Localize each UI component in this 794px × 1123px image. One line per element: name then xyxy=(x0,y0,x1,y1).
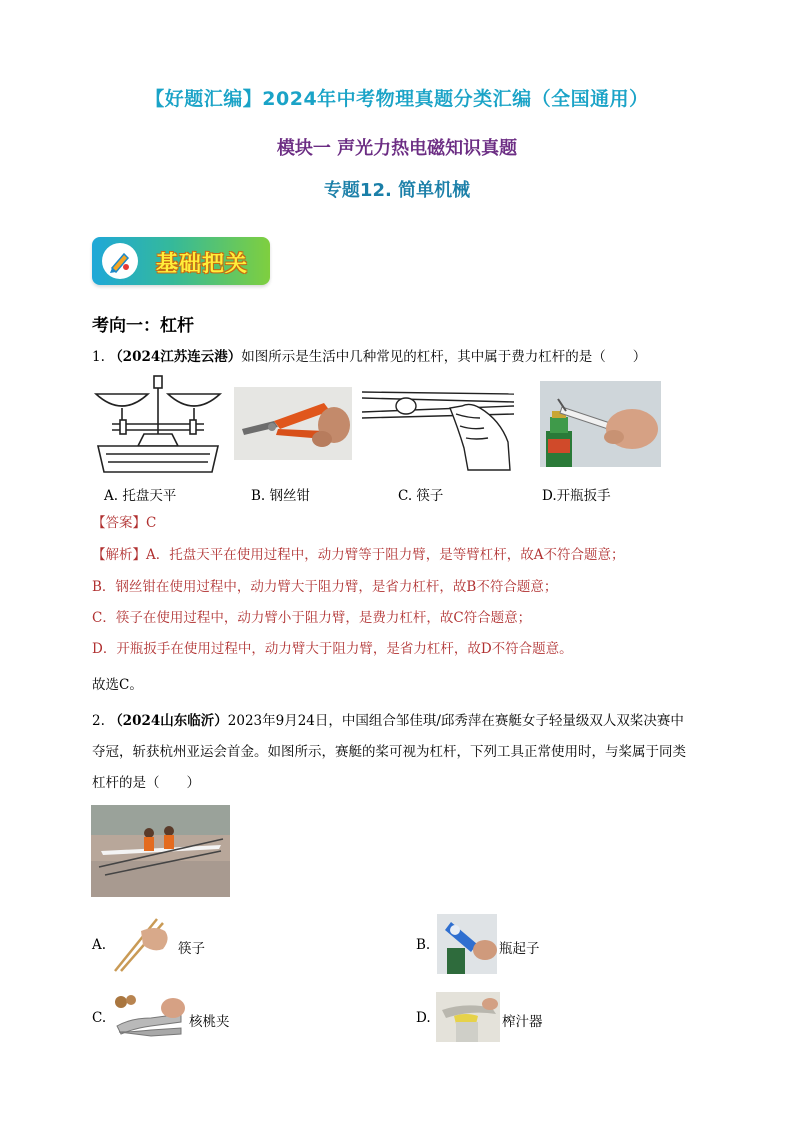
option-c-letter: C. xyxy=(92,1010,107,1026)
analysis-line-4: D．开瓶扳手在使用过程中，动力臂大于阻力臂，是省力杠杆，故D不符合题意。 xyxy=(92,641,573,657)
answer-label: 【答案】 xyxy=(92,515,146,531)
analysis-line-3: C．筷子在使用过程中，动力臂小于阻力臂，是费力杠杆，故C符合题意； xyxy=(92,610,532,626)
option-d: D.开瓶扳手 xyxy=(542,488,611,504)
question-2-stem-line-1 xyxy=(92,711,684,731)
option-d-letter: D. xyxy=(416,1010,431,1026)
option-c: C. 筷子 xyxy=(398,488,444,504)
document-title: 【好题汇编】2024年中考物理真题分类汇编（全国通用） xyxy=(145,88,649,110)
option-b: B. 钢丝钳 xyxy=(251,488,311,504)
badge-label: 基础把关 xyxy=(156,252,249,277)
juicer-image xyxy=(436,992,500,1042)
analysis-line-2: B．钢丝钳在使用过程中，动力臂大于阻力臂，是省力杠杆，故B不符合题意； xyxy=(92,579,558,595)
chopsticks-image xyxy=(360,378,516,474)
topic-title: 专题12. 简单机械 xyxy=(323,180,471,201)
question-number: 1. xyxy=(92,349,105,365)
question-text: 2023年9月24日，中国组合邹佳琪/邱秀萍在赛艇女子轻量级双人双桨决赛中 xyxy=(227,713,684,729)
section-heading: 考向一：杠杆 xyxy=(92,316,194,336)
option-d-label: 榨汁器 xyxy=(502,1014,543,1030)
question-2-stem-line-2: 夺冠，斩获杭州亚运会首金。如图所示，赛艇的桨可视为杠杆，下列工具正常使用时，与桨属于同类 xyxy=(92,744,686,760)
option-b-letter: B. xyxy=(416,937,431,953)
answer-value: C xyxy=(146,515,157,531)
question-source: （2024江苏连云港） xyxy=(109,349,242,365)
analysis-label: 【解析】 xyxy=(92,547,146,563)
bottle-opener-tool-image xyxy=(437,914,497,974)
pen-icon xyxy=(102,243,138,279)
question-1-stem xyxy=(92,347,646,367)
rowing-photo xyxy=(91,805,230,897)
question-source: （2024山东临沂） xyxy=(109,713,228,729)
option-c-label: 核桃夹 xyxy=(189,1014,230,1030)
conclusion: 故选C。 xyxy=(92,677,143,693)
question-number: 2. xyxy=(92,713,105,729)
bottle-opener-image xyxy=(540,381,661,467)
analysis-text: A．托盘天平在使用过程中，动力臂等于阻力臂，是等臂杠杆，故A不符合题意； xyxy=(146,547,625,563)
chopsticks-hand-image xyxy=(111,915,175,973)
nutcracker-image xyxy=(111,992,187,1044)
module-title: 模块一 声光力热电磁知识真题 xyxy=(276,138,518,159)
analysis-line-1 xyxy=(92,545,625,565)
option-a-label: 筷子 xyxy=(178,941,205,957)
section-badge xyxy=(92,237,270,285)
question-text: 如图所示是生活中几种常见的杠杆，其中属于费力杠杆的是（ ） xyxy=(241,349,647,365)
wire-pliers-image xyxy=(234,387,352,460)
balance-scale-image xyxy=(92,374,224,474)
option-b-label: 瓶起子 xyxy=(499,941,540,957)
answer-line xyxy=(92,513,156,533)
option-a: A. 托盘天平 xyxy=(104,488,177,504)
question-2-stem-line-3: 杠杆的是（ ） xyxy=(92,775,200,791)
option-a-letter: A. xyxy=(92,937,107,953)
